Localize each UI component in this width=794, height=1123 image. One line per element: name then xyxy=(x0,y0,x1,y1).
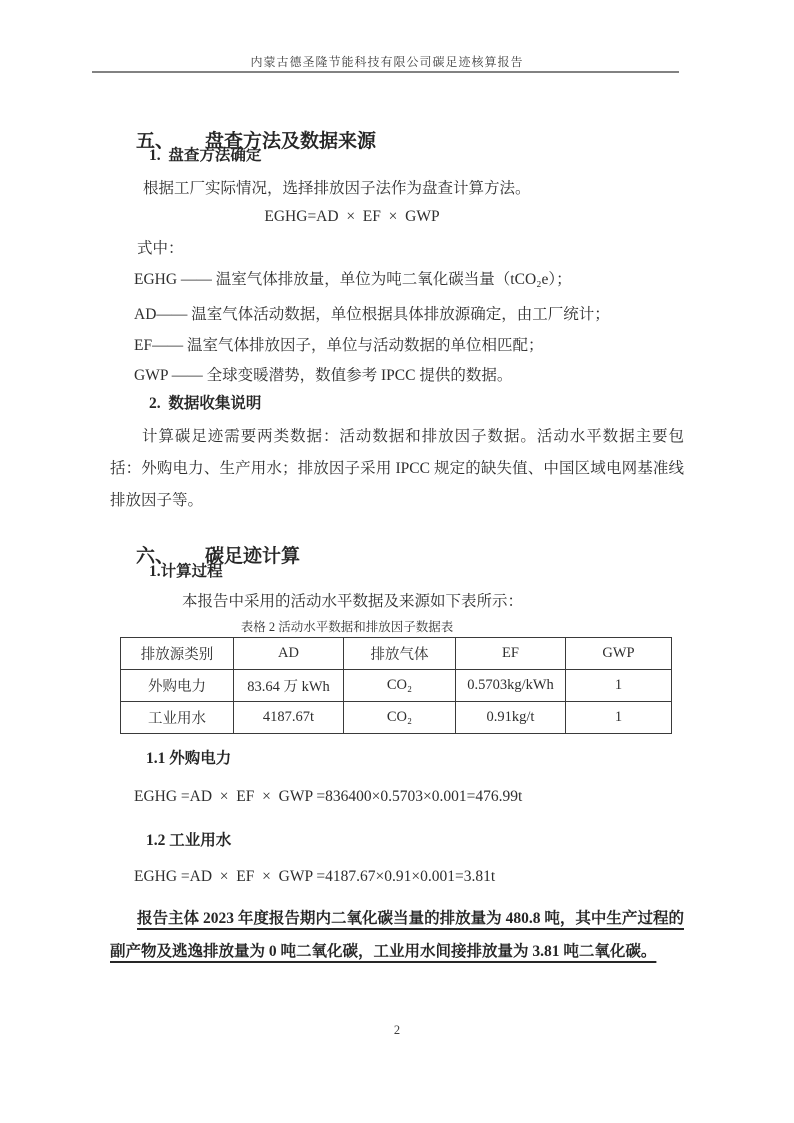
page-number: 2 xyxy=(393,1023,401,1037)
paragraph-data-collection: 计算碳足迹需要两类数据：活动数据和排放因子数据。活动水平数据主要包括：外购电力、生产用水；排放因子采用 IPCC 规定的缺失值、中国区域电网基准线排放因子等。 xyxy=(110,428,684,509)
sub-heading-industrial-water: 1.2 工业用水 xyxy=(146,832,232,849)
cell-ef-water: 0.91kg/t xyxy=(456,702,566,734)
calc-line-electricity: EGHG =AD × EF × GWP =836400×0.5703×0.001=476.99t xyxy=(134,788,523,805)
col-header-gas: 排放气体 xyxy=(344,638,456,670)
col-header-ad: AD xyxy=(234,638,344,670)
table-row-water xyxy=(121,702,672,734)
col-header-emission-source: 排放源类别 xyxy=(121,638,234,670)
ghg-formula: EGHG=AD × EF × GWP xyxy=(264,208,440,225)
cell-source-water: 工业用水 xyxy=(121,702,234,734)
sub-heading-method: 1. 盘查方法确定 xyxy=(149,147,262,164)
definition-ad: AD—— 温室气体活动数据，单位根据具体排放源确定，由工厂统计； xyxy=(134,306,610,323)
sub-heading-calc-process: 1.计算过程 xyxy=(149,563,223,580)
section-6-title: 碳足迹计算 xyxy=(205,546,301,567)
paragraph-method: 根据工厂实际情况，选择排放因子法作为盘查计算方法。 xyxy=(143,180,531,197)
running-header-title: 内蒙古德圣隆节能科技有限公司碳足迹核算报告 xyxy=(250,55,524,69)
calc-line-water: EGHG =AD × EF × GWP =4187.67×0.91×0.001=3.81t xyxy=(134,868,496,885)
sub-heading-purchased-electricity: 1.1 外购电力 xyxy=(146,750,232,767)
definition-ef: EF—— 温室气体排放因子，单位与活动数据的单位相匹配； xyxy=(134,337,544,354)
cell-source-electricity: 外购电力 xyxy=(121,670,234,702)
section-5-number: 五、 xyxy=(136,131,175,152)
cell-gas-water: CO₂ xyxy=(344,702,456,734)
formula-intro: 式中： xyxy=(137,240,184,257)
section-5-title: 盘查方法及数据来源 xyxy=(205,131,377,152)
activity-data-table xyxy=(120,637,672,734)
cell-ad-water: 4187.67t xyxy=(234,702,344,734)
cell-ad-electricity: 83.64 万 kWh xyxy=(234,670,344,702)
sub-heading-data-collection: 2. 数据收集说明 xyxy=(149,395,262,412)
definition-gwp: GWP —— 全球变暖潜势，数值参考 IPCC 提供的数据。 xyxy=(134,367,513,384)
col-header-gwp: GWP xyxy=(566,638,672,670)
header-rule xyxy=(92,71,679,73)
table-intro: 本报告中采用的活动水平数据及来源如下表所示： xyxy=(182,593,524,610)
cell-ef-electricity: 0.5703kg/kWh xyxy=(456,670,566,702)
cell-gwp-water: 1 xyxy=(566,702,672,734)
cell-gas-electricity: CO₂ xyxy=(344,670,456,702)
table-caption: 表格 2 活动水平数据和排放因子数据表 xyxy=(240,620,454,634)
definition-eghg: EGHG —— 温室气体排放量，单位为吨二氧化碳当量（tCO₂e）； xyxy=(134,271,572,288)
section-6-number: 六、 xyxy=(136,546,175,567)
table-row-electricity xyxy=(121,670,672,702)
conclusion-paragraph: 报告主体 2023 年度报告期内二氧化碳当量的排放量为 480.8 吨，其中生产过程的副产物及逃逸排放量为 0 吨二氧化碳，工业用水间接排放量为 3.81 吨二氧化碳。 xyxy=(110,910,684,960)
col-header-ef: EF xyxy=(456,638,566,670)
cell-gwp-electricity: 1 xyxy=(566,670,672,702)
table-header-row xyxy=(121,638,672,670)
